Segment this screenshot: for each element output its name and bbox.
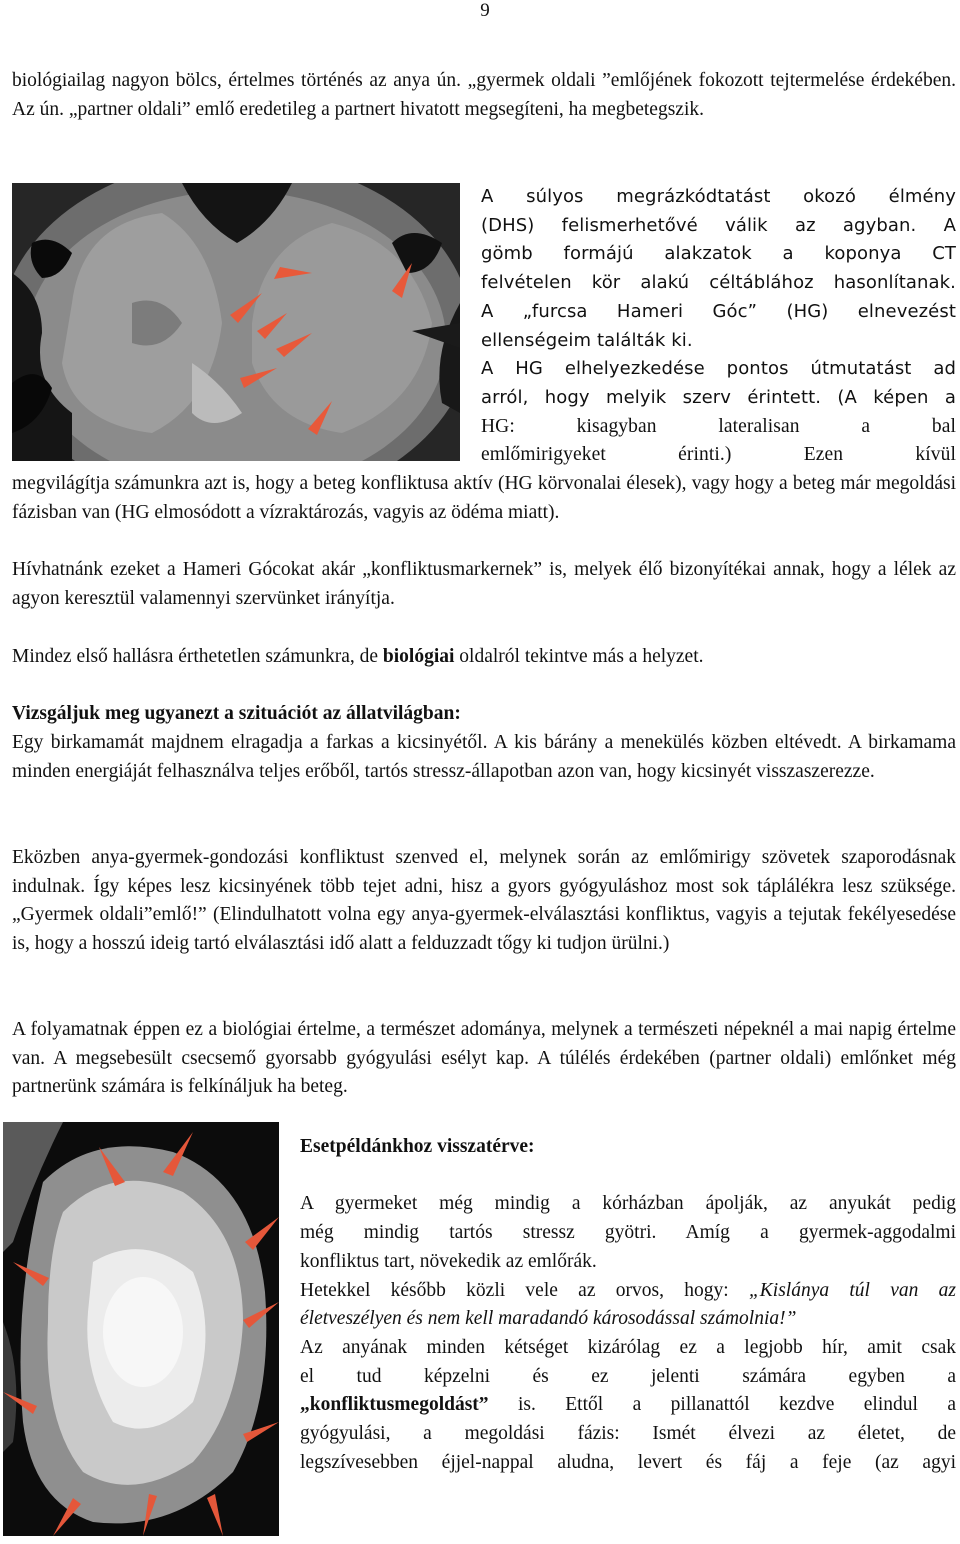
page-number: 9 — [480, 0, 490, 21]
p4-after: oldalról tekintve más a helyzet. — [454, 646, 704, 667]
case-l4-plain: Hetekkel később közli vele az orvos, hogy: — [300, 1279, 749, 1301]
breast-xray-graphic — [3, 1122, 279, 1536]
paragraph-hg-state: megvilágítja számunkra azt is, hogy a beteg konfliktusa aktív (HG körvonalai élesek), vagy hogy a beteg már megoldási fázisban van (HG elmosódott a vízraktározás, vagyis az ödéma miatt). — [12, 473, 956, 523]
ct-caption-line: (DHS) felismerhetővé válik az agyban. A — [481, 214, 956, 236]
case-heading: Esetpéldánkhoz visszatérve: — [300, 1136, 535, 1157]
ct-caption-line: A HG elhelyezkedése pontos útmutatást ad — [481, 358, 956, 380]
case-spacer — [300, 1162, 956, 1191]
ct-caption-line: ellenségeim találták ki. — [481, 329, 693, 351]
paragraph-biological-meaning: A folyamatnak éppen ez a biológiai értelme, a természet adománya, melynek a természeti népeknél a mai napig értelme van. A megsebesült csecsemő gyorsabb gyógyulási esélyt kap. A túlélés érdekében (partner oldali) emlőnket még partnerünk számára is felkínáljuk ha beteg. — [12, 1019, 956, 1098]
paragraph-conflict-markers: Hívhatnánk ezeket a Hameri Gócokat akár „konfliktusmarkernek” is, melyek élő bizonyítékai annak, hogy a lélek az agyon keresztül valamennyi szervünket irányítja. — [12, 559, 956, 609]
breast-xray-image — [3, 1122, 279, 1536]
paragraph-mother-child-conflict: Eközben anya-gyermek-gondozási konfliktust szenved el, melynek során az emlőmirigy szövetek szaporodásnak indulnak. Így képes lesz kicsinyének több tejet adni, hisz a gyors gyógyuláshoz most sok táplálékra lesz szüksége. „Gyermek oldali”emlő!” (Elindulhatott volna egy anya-gyermek-elválasztási konfliktus, vagyis a tejutak fekélyesedése is, hogy a hosszú ideig tartó elválasztási idő alatt a felduzzadt tőgy ki tudjon ürülni.) — [12, 847, 956, 955]
p4-before: Mindez első hallásra érthetetlen számunkra, de — [12, 646, 383, 667]
ct-caption-line: gömb formájú alakzatok a koponya CT — [481, 243, 956, 265]
ct-caption-line: emlőmirigyeket érinti.) Ezen kívül — [481, 444, 956, 466]
ct-caption-line: HG: kisagyban lateralisan a bal — [481, 415, 956, 437]
case-line: konfliktus tart, növekedik az emlőrák. — [300, 1250, 597, 1272]
case-line: A gyermeket még mindig a kórházban ápolják, az anyukát pedig — [300, 1193, 956, 1215]
ct-caption-line: A „furcsa Hameri Góc” (HG) elnevezést — [481, 300, 956, 322]
p4-bold: biológiai — [382, 646, 455, 667]
ct-caption-line: arról, hogy melyik szerv érintett. (A képen a — [481, 386, 956, 408]
ct-caption — [481, 183, 956, 470]
case-line — [300, 1277, 956, 1306]
brain-ct-scan-graphic — [12, 183, 460, 461]
case-line-quote: életveszélyen és nem kell maradandó károsodással számolnia!” — [300, 1308, 797, 1330]
paragraph-biological-view — [12, 643, 956, 672]
ct-caption-line: A súlyos megrázkódtatást okozó élmény — [481, 186, 956, 207]
case-l8-bold: „konfliktusmegoldást” — [300, 1394, 489, 1416]
section-heading-animal-world: Vizsgáljuk meg ugyanezt a szituációt az állatvilágban: — [12, 703, 461, 724]
case-section — [300, 1133, 956, 1477]
brain-ct-image — [12, 183, 460, 461]
case-line: legszívesebben éjjel-nappal aludna, levert és fáj a feje (az agyi — [300, 1451, 956, 1473]
case-l8-rest: is. Ettől a pillanattól kezdve elindul a — [488, 1394, 956, 1416]
ct-caption-line: felvételen kör alakú céltáblához hasonlítanak. — [481, 272, 956, 294]
case-line: még mindig tartós stressz gyötri. Amíg a gyermek-aggodalmi — [300, 1222, 956, 1244]
paragraph-intro: biológiailag nagyon bölcs, értelmes történés az anya ún. „gyermek oldali ”emlőjének fokozott tejtermelése érdekében. Az ún. „partner oldali” emlő eredetileg a partnert hivatott megsegíteni, ha megbetegszik. — [12, 70, 956, 120]
case-line: gyógyulási, a megoldási fázis: Ismét élvezi az életet, de — [300, 1423, 956, 1445]
case-line: Az anyának minden kétséget kizárólag ez a legjobb hír, amit csak — [300, 1336, 956, 1358]
case-line: el tud képzelni és ez jelenti számára egyben a — [300, 1365, 956, 1387]
case-line — [300, 1391, 956, 1420]
paragraph-sheep: Egy birkamamát majdnem elragadja a farkas a kicsinyétől. A kis bárány a menekülés közben eltévedt. A birkamama minden energiáját felhasználva teljes erőből, tartós stressz-állapotban azon van, hogy kicsinyét visszaszerezze. — [12, 732, 956, 782]
case-l4-quote: „Kislánya túl van az — [748, 1279, 957, 1301]
